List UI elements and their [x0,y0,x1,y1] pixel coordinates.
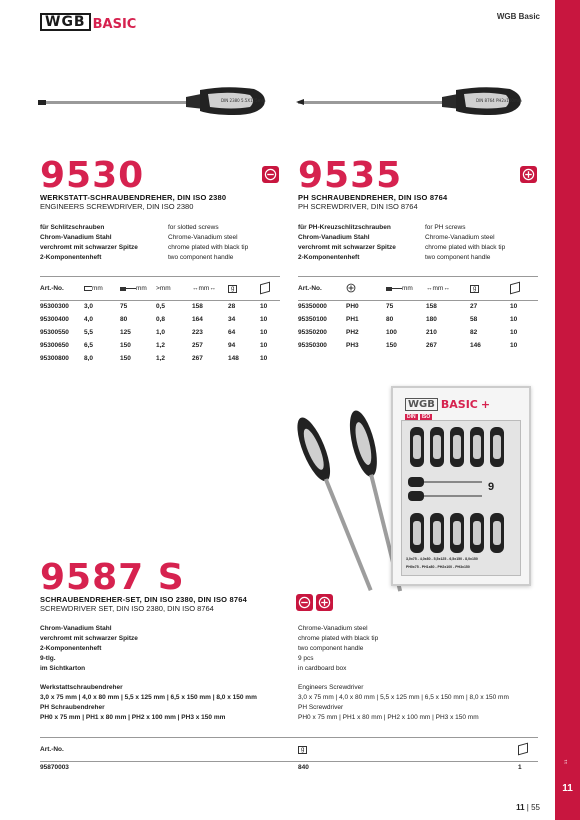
feature: 9-tlg. [40,655,56,662]
col-art-no: Art.-No. [298,278,346,300]
table-row [40,300,280,313]
product-number-9530: 9530 [40,155,145,196]
col-weight [470,278,510,300]
cell: 3,0 [84,303,94,311]
package-icon [260,281,270,294]
cell: 164 [192,316,203,323]
set-packaging-box [391,386,531,586]
cell: 95300550 [40,329,69,336]
title-de-9535: PH SCHRAUBENDREHER, DIN ISO 8764 [298,193,448,202]
table-header [40,739,538,761]
set-line: PH0 x 75 mm | PH1 x 80 mm | PH2 x 100 mm | PH3 x 150 mm [298,714,479,721]
cell: 158 [426,303,437,311]
set-heading: Engineers Screwdriver [298,684,364,691]
table-top-rule [40,276,280,277]
cell: 150 [120,355,131,362]
feature: für Schlitzschrauben [40,224,105,231]
cell: PH0 [346,303,359,311]
cell: 148 [228,355,239,362]
col-art-no: Art.-No. [40,278,84,300]
feature: verchromt mit schwarzer Spitze [40,635,138,642]
cell: 80 [386,316,394,323]
cell: 28 [228,303,236,311]
feature: 2-Komponentenheft [298,254,360,261]
cell: 1,2 [156,342,166,349]
weight-icon: g [298,746,307,754]
cell: 10 [510,303,518,311]
sidebar-section-number: 11 [562,783,573,794]
cell: 10 [260,342,268,349]
feature: for PH screws [425,224,466,231]
cell: 223 [192,329,203,336]
cell: 94 [228,342,236,349]
unit: mm [198,285,210,293]
col-total-length: ↔mm↔ [426,278,470,300]
cell: 125 [120,329,131,336]
box-brand: WGB [405,398,438,411]
box-din: DIN [407,414,416,420]
cell: 95350200 [298,329,327,336]
table-row [298,326,538,339]
set-heading: PH Screwdriver [298,704,344,711]
handle-label: DIN 2380 5.5X125mm [221,98,266,103]
cell: 10 [260,316,268,323]
phillips-badge [316,594,333,611]
cell: 95870003 [40,764,69,772]
logo-wgb: WGB [40,13,91,31]
table-row [40,313,280,326]
col-blade-width [84,278,120,300]
table-9530 [40,278,280,365]
phillips-badge [520,166,537,183]
box-line-slotted: 3,0x75 - 4,0x80 - 5,5x125 - 6,5x150 - 8,0x150 [406,557,478,561]
cell: 10 [510,329,518,336]
set-line: 3,0 x 75 mm | 4,0 x 80 mm | 5,5 x 125 mm | 6,5 x 150 mm | 8,0 x 150 mm [40,694,257,701]
cell: 10 [260,329,268,336]
cell: 180 [426,316,437,323]
cell: 95350100 [298,316,327,323]
cell: 80 [120,316,128,323]
box-basic: BASIC [440,398,478,411]
weight-icon: g [470,285,479,293]
cell: 5,5 [84,329,94,336]
sidebar-vertical-text: 11 [563,758,568,764]
box-tray [401,420,521,576]
cell: 75 [386,303,394,311]
phillips-icon [346,283,356,293]
cell: 64 [228,329,236,336]
feature: Chrom-Vanadium Stahl [298,234,370,241]
col-blade-length [386,278,426,300]
cell: 146 [470,342,481,349]
cell: 150 [120,342,131,349]
box-line-ph: PH0x75 - PH1x80 - PH2x100 - PH3x150 [406,565,470,569]
section-sidebar [555,0,580,820]
cell: 840 [298,764,309,772]
unit: mm [136,285,147,293]
feature: für PH-Kreuzschlitzschrauben [298,224,391,231]
phillips-icon [522,168,535,181]
title-en-9535: PH SCREWDRIVER, DIN ISO 8764 [298,202,418,211]
cell: 0,8 [156,316,166,323]
feature: two component handle [425,254,491,261]
col-package [260,278,280,300]
table-top-rule [298,276,538,277]
title-en-9530: ENGINEERS SCREWDRIVER, DIN ISO 2380 [40,202,194,211]
cell: PH2 [346,329,359,336]
box-pieces-count: 9 [488,481,495,493]
features-en-9535 [425,223,505,263]
feature: two component handle [168,254,234,261]
cell: 95350000 [298,303,327,311]
unit: mm [92,285,103,293]
cell: 150 [386,342,397,349]
slot-icon [298,596,311,609]
cell: 1,0 [156,329,166,336]
blade-width-icon [84,286,92,291]
feature: 9 pcs [298,655,314,662]
table-row [40,339,280,352]
cell: 267 [426,342,437,349]
package-icon [518,742,528,755]
slotted-badge [262,166,279,183]
col-weight [228,278,260,300]
set-heading: Werkstattschraubendreher [40,684,123,691]
cell: 95300800 [40,355,69,362]
plus-icon: + [480,398,491,411]
title-de-9530: WERKSTATT-SCHRAUBENDREHER, DIN ISO 2380 [40,193,227,202]
col-blade-thickness [156,278,192,300]
page-number: 11 | 55 [516,803,540,812]
cell: 58 [470,316,478,323]
set-line: 3,0 x 75 mm | 4,0 x 80 mm | 5,5 x 125 mm | 6,5 x 150 mm | 8,0 x 150 mm [298,694,509,701]
cell: 4,0 [84,316,94,323]
cell: 95300650 [40,342,69,349]
section-number: 11 [516,803,525,812]
feature: for slotted screws [168,224,219,231]
cell: 95300400 [40,316,69,323]
feature: Chrom-Vanadium Stahl [40,234,112,241]
brand-logo [40,13,136,31]
feature: verchromt mit schwarzer Spitze [298,244,396,251]
col-art-no: Art.-No. [40,739,298,761]
col-tip [346,278,386,300]
set-contents-en [298,683,509,723]
header-brand-text: WGB Basic [496,12,540,21]
cell: 0,5 [156,303,166,311]
col-package [518,739,538,761]
blade-thickness-icon: > [156,285,160,293]
cell: 27 [470,303,478,311]
features-de-9530 [40,223,138,263]
col-blade-length [120,278,156,300]
features-en-9530 [168,223,248,263]
col-weight [298,739,518,761]
feature: Chrom-Vanadium Stahl [40,625,112,632]
features-de-9587s [40,624,138,674]
cell: 10 [510,316,518,323]
cell: 10 [510,342,518,349]
table-top-rule [40,737,538,738]
cell: 257 [192,342,203,349]
col-total-length: ↔mm↔ [192,278,228,300]
feature: Chrome-Vanadium steel [168,234,238,241]
phillips-icon [318,596,331,609]
table-header [298,278,538,300]
set-line: PH0 x 75 mm | PH1 x 80 mm | PH2 x 100 mm | PH3 x 150 mm [40,714,226,721]
product-number-9535: 9535 [298,155,403,196]
unit: mm [159,285,171,293]
table-row [298,339,538,352]
table-row [40,352,280,365]
unit: mm [402,285,413,293]
cell: 8,0 [84,355,94,362]
cell: 10 [260,303,268,311]
cell: 10 [260,355,268,362]
page-number-value: 55 [531,803,540,812]
cell: 6,5 [84,342,94,349]
cell: 100 [386,329,397,336]
box-iso: ISO [421,414,431,420]
table-row [40,326,280,339]
features-en-9587s [298,624,378,674]
slotted-badge [296,594,313,611]
set-contents-de [40,683,257,723]
slotted-screwdriver-image [36,85,268,119]
cell: 95300300 [40,303,69,311]
cell: 158 [192,303,203,311]
cell: PH1 [346,316,359,323]
table-row [298,300,538,313]
logo-basic: BASIC [92,17,137,32]
feature: 2-Komponentenheft [40,645,102,652]
cell: 82 [470,329,478,336]
feature: verchromt mit schwarzer Spitze [40,244,138,251]
cell: 210 [426,329,437,336]
cell: 1 [518,764,522,772]
title-de-9587s: SCHRAUBENDREHER-SET, DIN ISO 2380, DIN ISO 8764 [40,595,247,604]
cell: 75 [120,303,128,311]
feature: chrome plated with black tip [168,244,249,251]
feature: chrome plated with black tip [298,635,379,642]
feature: two component handle [298,645,364,652]
cell: 95350300 [298,342,327,349]
table-row [298,313,538,326]
feature: 2-Komponentenheft [40,254,102,261]
title-en-9587s: SCREWDRIVER SET, DIN ISO 2380, DIN ISO 8764 [40,604,214,613]
box-tools-image [402,421,524,579]
table-row [40,761,538,774]
feature: Chrome-Vanadium steel [425,234,495,241]
cell: 1,2 [156,355,166,362]
feature: im Sichtkarton [40,665,86,672]
cell: PH3 [346,342,359,349]
features-de-9535 [298,223,396,263]
product-number-9587s: 9587 S [40,557,185,598]
package-icon [510,281,520,294]
weight-icon: g [228,285,237,293]
table-9535 [298,278,538,352]
slot-icon [264,168,277,181]
col-package [510,278,538,300]
feature: Chrome-Vanadium steel [298,625,368,632]
unit: mm [432,285,444,293]
set-heading: PH Schraubendreher [40,704,105,711]
feature: chrome plated with black tip [425,244,506,251]
table-9587s [40,739,538,774]
box-logo [405,398,490,411]
ph-screwdriver-image [296,85,528,119]
cell: 267 [192,355,203,362]
handle-label: DIN 8764 PH2x100mm [476,98,522,103]
feature: in cardboard box [298,665,347,672]
cell: 34 [228,316,236,323]
table-header [40,278,280,300]
